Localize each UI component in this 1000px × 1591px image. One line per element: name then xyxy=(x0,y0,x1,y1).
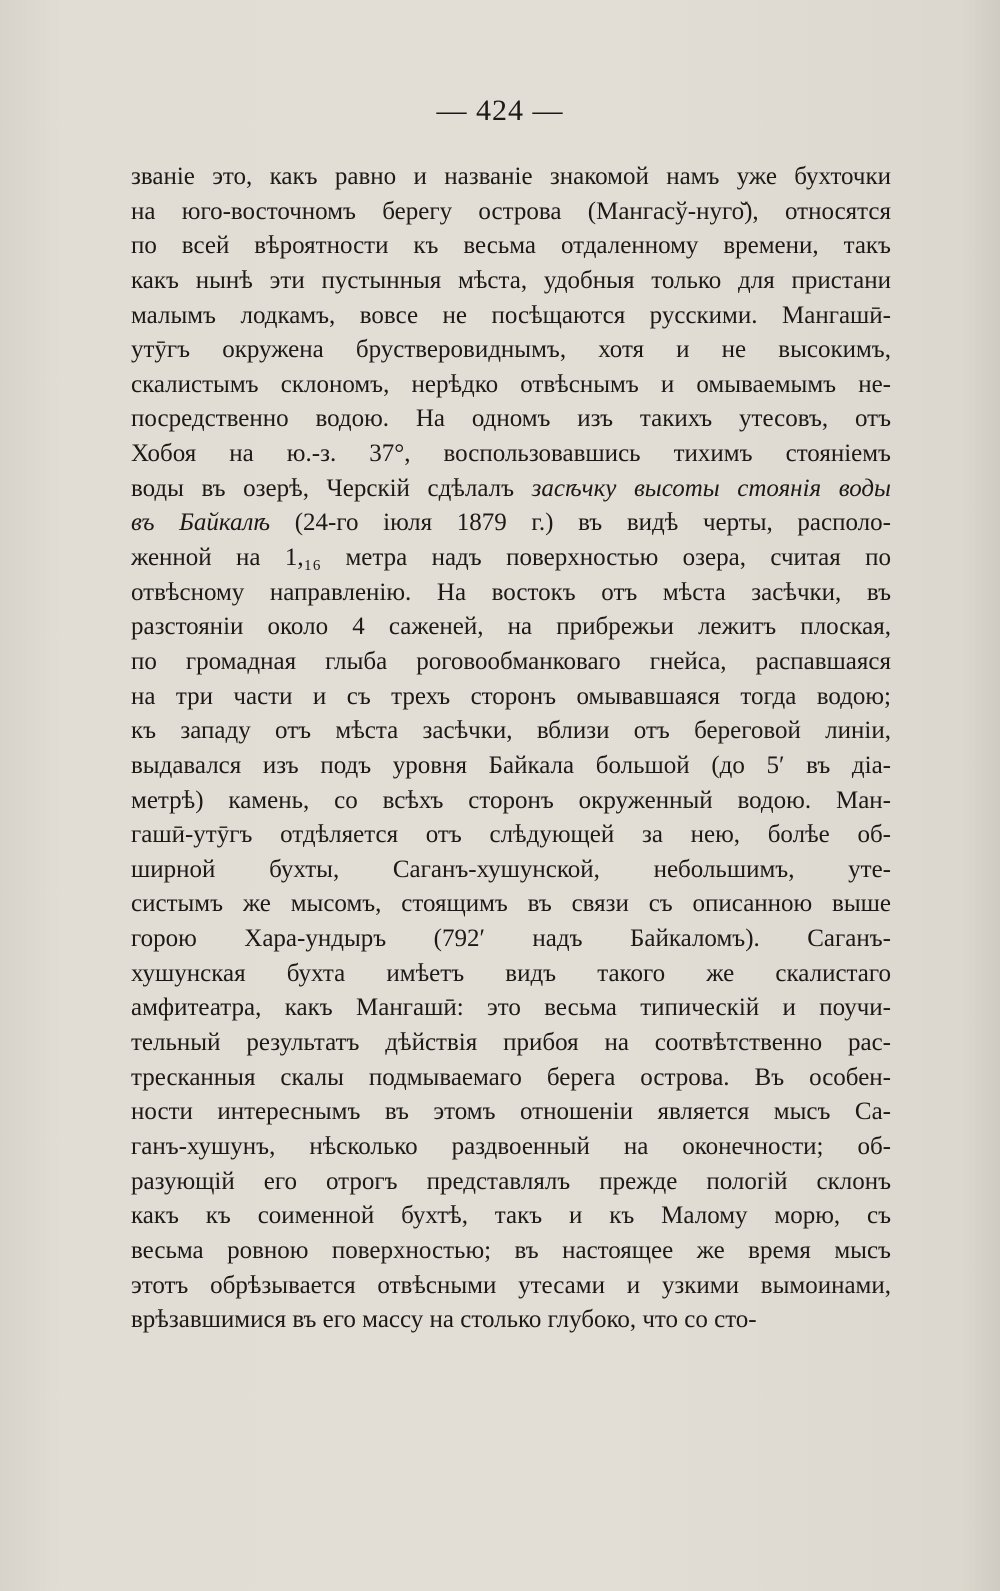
text-segment: отвѣсному направленію. На востокъ отъ мѣста засѣчки, въ xyxy=(131,578,891,606)
text-line xyxy=(131,1130,891,1165)
text-line xyxy=(131,1269,891,1304)
text-segment: посредственно водою. На одномъ изъ такихъ утесовъ, отъ xyxy=(131,405,891,433)
text-line xyxy=(131,784,891,819)
text-segment: гашӣ-утӯгъ отдѣляется отъ слѣдующей за нею, болѣе об- xyxy=(131,821,891,849)
page-number: — 424 — xyxy=(436,94,564,127)
body-text xyxy=(131,160,891,1338)
text-line xyxy=(131,1095,891,1130)
text-segment: званіе это, какъ равно и названіе знакомой намъ уже бухточки xyxy=(131,163,891,190)
text-segment: выдавался изъ подъ уровня Байкала большой (до 5′ въ діа- xyxy=(131,751,891,779)
text-segment: по всей вѣроятности къ весьма отдаленному времени, такъ xyxy=(131,232,891,260)
text-segment: ганъ-хушунъ, нѣсколько раздвоенный на оконечности; об- xyxy=(131,1132,891,1160)
text-line xyxy=(131,957,891,992)
text-line xyxy=(131,333,891,368)
text-segment: горою Хара-ундыръ (792′ надъ Байкаломъ). Саганъ- xyxy=(131,925,891,953)
text-line xyxy=(131,1061,891,1096)
text-segment: хушунская бухта имѣетъ видъ такого же скалистаго xyxy=(131,959,891,987)
text-segment: къ западу отъ мѣста засѣчки, вблизи отъ береговой линіи, xyxy=(131,717,891,745)
text-line xyxy=(131,818,891,853)
text-line xyxy=(131,1234,891,1269)
text-line xyxy=(131,922,891,957)
text-segment: систымъ же мысомъ, стоящимъ въ связи съ описанною выше xyxy=(131,890,891,918)
text-segment: врѣзавшимися въ его массу на столько глубоко, что со сто- xyxy=(131,1306,757,1334)
italic-text-segment: засѣчку высоты стоянія воды xyxy=(531,474,891,502)
text-line xyxy=(131,472,891,507)
text-segment: амфитеатра, какъ Мангашӣ: это весьма типическій и поучи- xyxy=(131,994,891,1022)
text-line xyxy=(131,368,891,403)
text-line xyxy=(131,610,891,645)
text-line xyxy=(131,160,891,195)
text-line xyxy=(131,264,891,299)
text-segment: (24-го іюля 1879 г.) въ видѣ черты, располо- xyxy=(270,509,891,537)
text-segment: на юго-восточномъ берегу острова (Мангасў-нуго̆), относятся xyxy=(131,197,891,225)
text-line xyxy=(131,541,891,576)
text-segment: разстояніи около 4 саженей, на прибрежьи лежитъ плоская, xyxy=(131,613,891,641)
text-segment: разующій его отрогъ представлялъ прежде пологій склонъ xyxy=(131,1167,891,1195)
text-line xyxy=(131,714,891,749)
text-segment: ширной бухты, Саганъ-хушунской, небольшимъ, уте- xyxy=(131,855,891,883)
text-segment: утӯгъ окружена брустверовиднымъ, хотя и не высокимъ, xyxy=(131,336,891,364)
text-line xyxy=(131,887,891,922)
text-line xyxy=(131,645,891,680)
text-line xyxy=(131,749,891,784)
text-segment: по громадная глыба роговообманковаго гнейса, распавшаяся xyxy=(131,647,891,675)
text-line xyxy=(131,680,891,715)
text-segment: Хобоя на ю.-з. 37°, воспользовавшись тихимъ стояніемъ xyxy=(131,440,891,468)
text-line xyxy=(131,1303,891,1338)
text-segment: метрѣ) камень, со всѣхъ сторонъ окруженный водою. Ман- xyxy=(131,786,891,814)
text-line xyxy=(131,1165,891,1200)
text-line xyxy=(131,229,891,264)
text-line xyxy=(131,1026,891,1061)
text-segment: малымъ лодкамъ, вовсе не посѣщаются русскими. Мангашӣ- xyxy=(131,301,891,329)
text-line xyxy=(131,853,891,888)
text-segment: женной на 1,₁₆ метра надъ поверхностью озера, считая по xyxy=(131,544,891,572)
text-line xyxy=(131,991,891,1026)
text-segment: тельный результатъ дѣйствія прибоя на соотвѣтственно рас- xyxy=(131,1029,891,1057)
italic-text-segment: въ Байкалѣ xyxy=(131,509,271,537)
text-segment: тресканныя скалы подмываемаго берега острова. Въ особен- xyxy=(131,1063,891,1091)
text-line xyxy=(131,437,891,472)
text-line xyxy=(131,506,891,541)
text-segment: этотъ обрѣзывается отвѣсными утесами и узкими вымоинами, xyxy=(131,1271,891,1299)
text-segment: воды въ озерѣ, Черскій сдѣлалъ xyxy=(131,474,532,502)
text-line xyxy=(131,576,891,611)
text-line xyxy=(131,299,891,334)
text-segment: скалистымъ склономъ, нерѣдко отвѣснымъ и омываемымъ не- xyxy=(131,370,891,398)
text-line xyxy=(131,402,891,437)
text-segment: на три части и съ трехъ сторонъ омывавшаяся тогда водою; xyxy=(131,682,891,710)
text-segment: какъ къ соименной бухтѣ, такъ и къ Малому морю, съ xyxy=(131,1202,891,1230)
text-line xyxy=(131,195,891,230)
text-line xyxy=(131,1199,891,1234)
text-segment: весьма ровною поверхностью; въ настоящее же время мысъ xyxy=(131,1236,891,1264)
text-segment: какъ нынѣ эти пустынныя мѣста, удобныя только для пристани xyxy=(131,266,891,294)
text-segment: ности интереснымъ въ этомъ отношеніи является мысъ Са- xyxy=(131,1098,891,1126)
